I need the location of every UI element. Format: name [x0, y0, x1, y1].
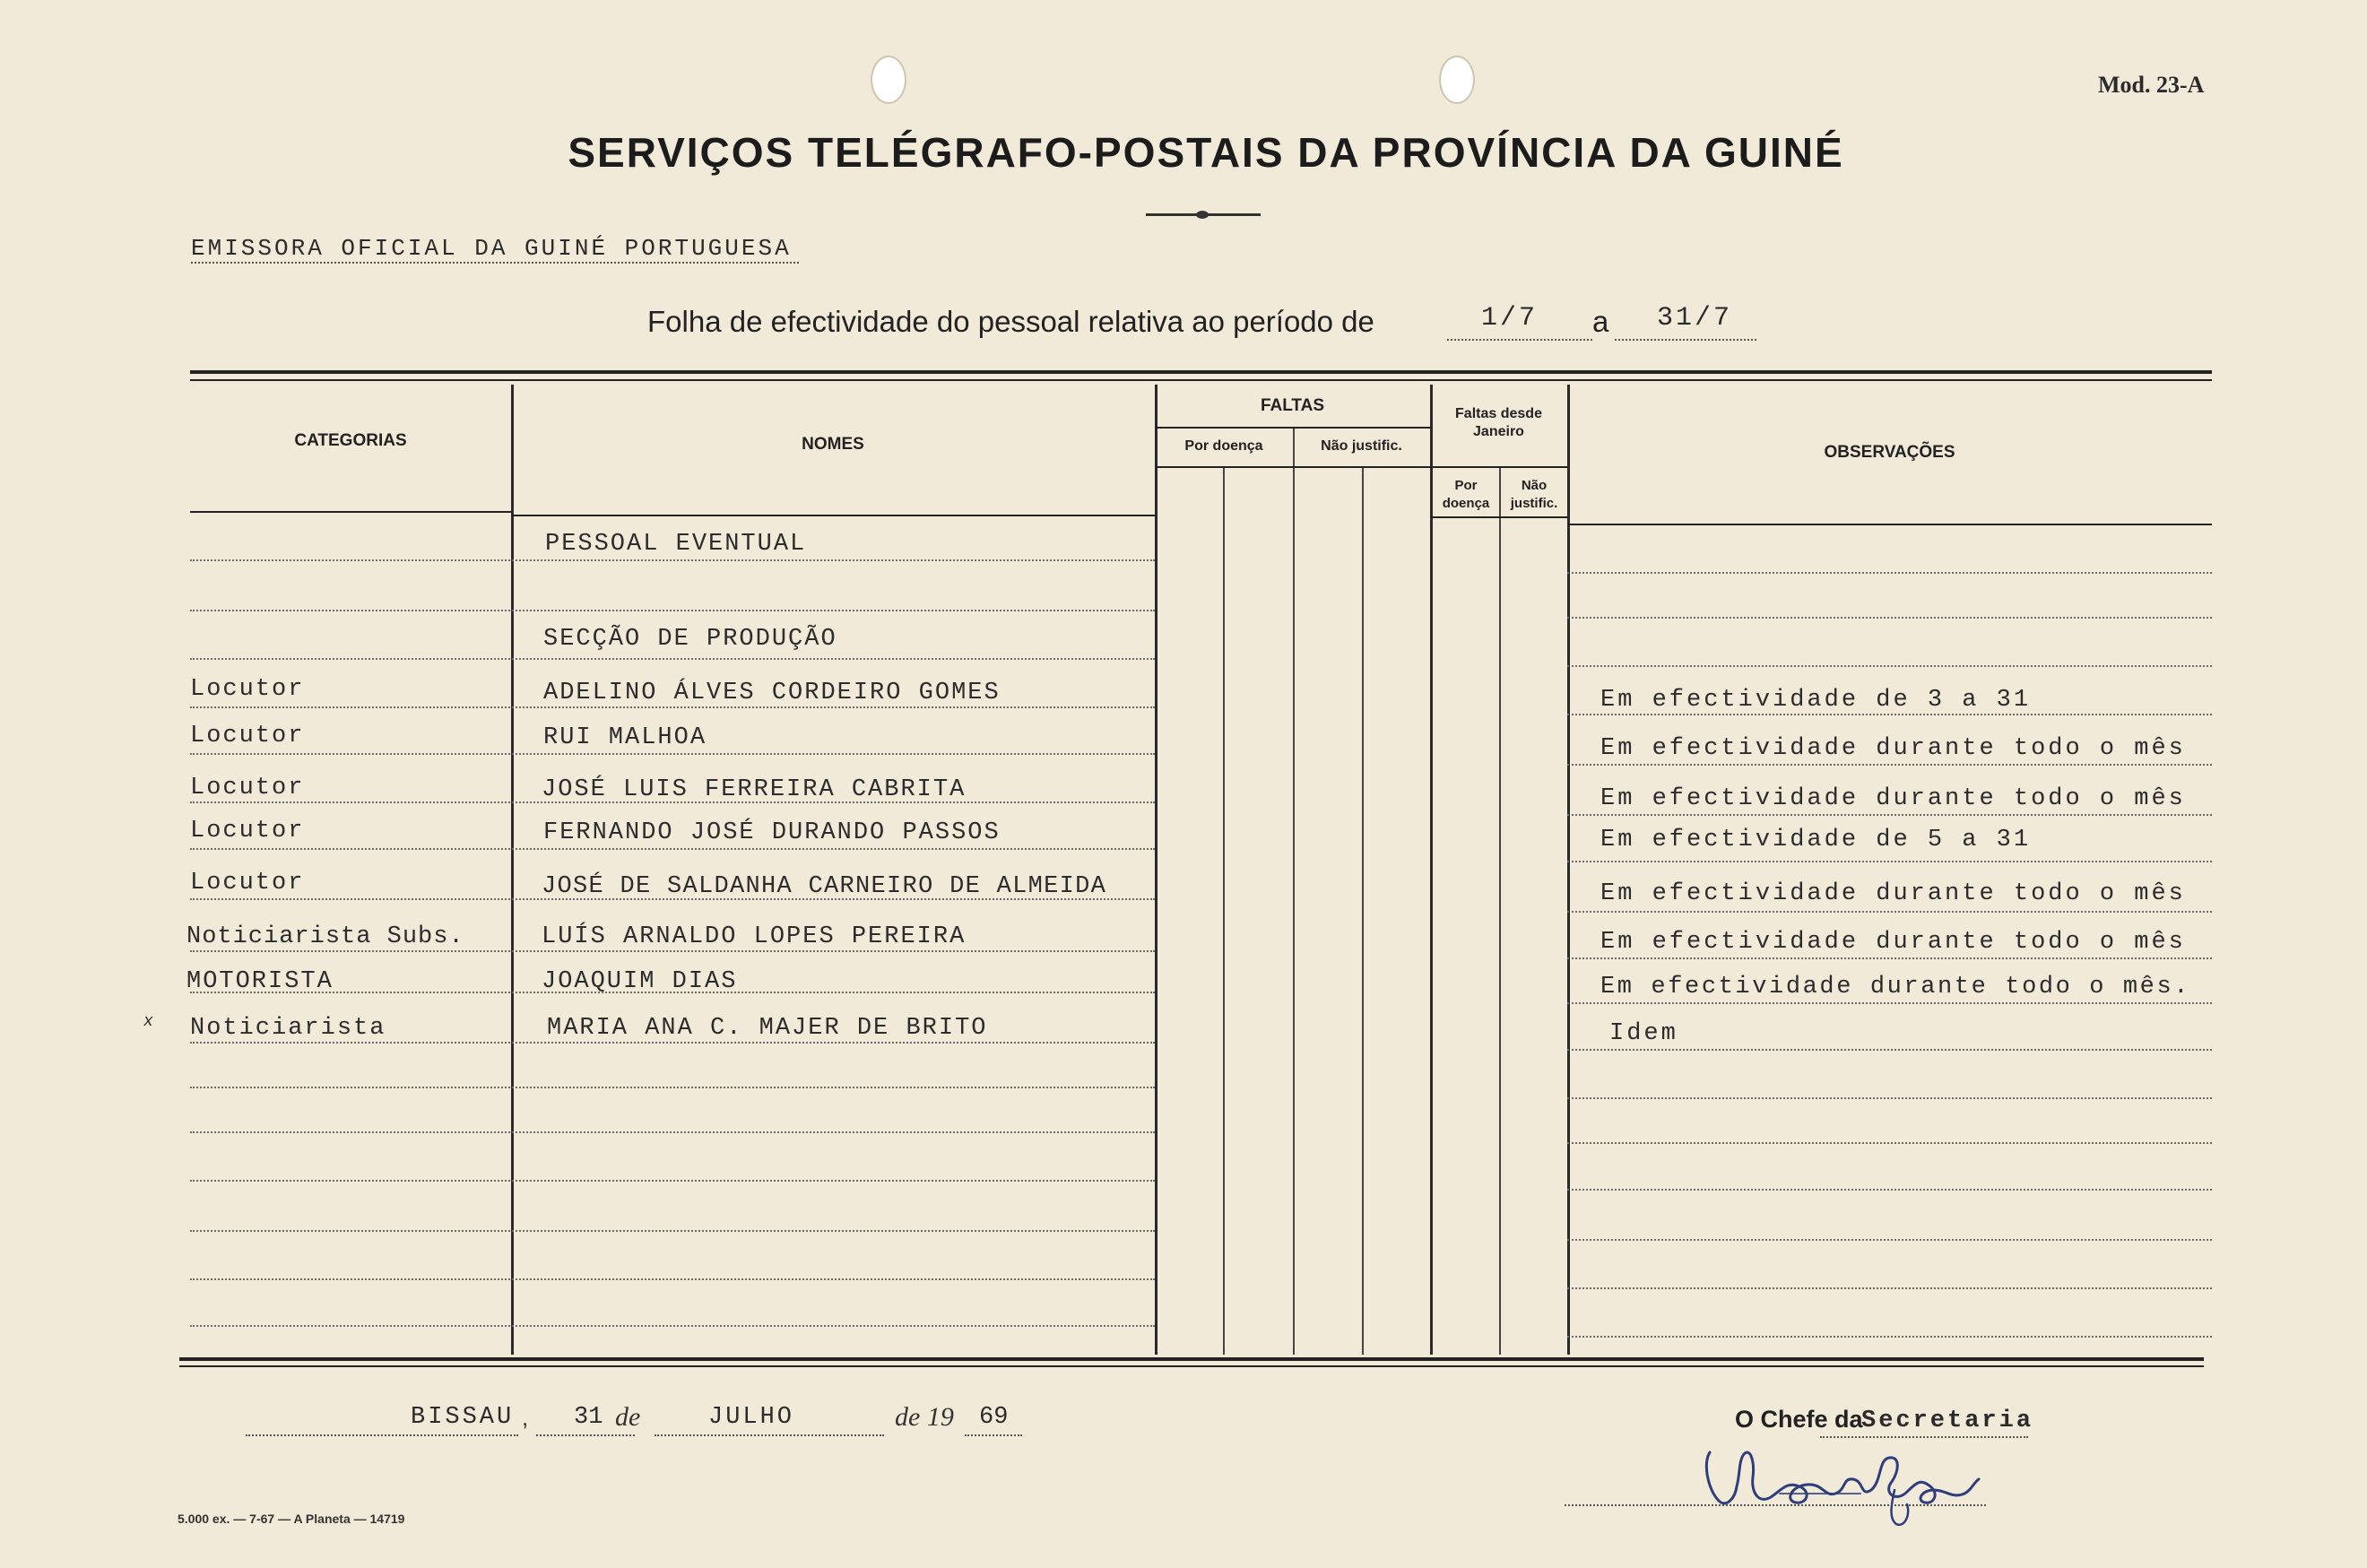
- page-title: SERVIÇOS TELÉGRAFO-POSTAIS DA PROVÍNCIA DA GUINÉ: [568, 129, 1844, 176]
- row-line: [1567, 1287, 2212, 1289]
- row-7-nome: JOAQUIM DIAS: [542, 968, 738, 995]
- faltas-sub-underline: [1155, 466, 1430, 468]
- janeiro-sub-underline: [1430, 516, 1567, 518]
- row-line: [1567, 861, 2212, 862]
- row-line: [190, 1325, 1155, 1327]
- col-divider-faltas: [1155, 385, 1157, 1355]
- footer-de-1: de: [615, 1402, 641, 1432]
- footer-place: BISSAU: [411, 1404, 515, 1431]
- row-8-nome: MARIA ANA C. MAJER DE BRITO: [547, 1015, 988, 1042]
- row-line: [190, 1278, 1155, 1280]
- row-6-nome: LUÍS ARNALDO LOPES PEREIRA: [542, 923, 967, 950]
- header-nao-justific: Não justific.: [1321, 438, 1402, 454]
- row-line: [1567, 714, 2212, 715]
- header-bottom-obs: [1567, 524, 2212, 525]
- row-line: [1567, 957, 2212, 959]
- row-3-categoria: Locutor: [190, 775, 305, 801]
- footer-day: 31: [574, 1404, 603, 1431]
- row-5-categoria: Locutor: [190, 870, 305, 897]
- header-faltas: FALTAS: [1260, 396, 1325, 415]
- row-line: [190, 559, 1155, 561]
- row-line: [1567, 1189, 2212, 1191]
- punch-hole-left: [871, 56, 906, 104]
- row-line: [1567, 1049, 2212, 1051]
- row-line: [190, 1180, 1155, 1182]
- janeiro-underline: [1430, 466, 1567, 468]
- table-top-rule: [190, 370, 2212, 374]
- row-line: [1567, 814, 2212, 816]
- footer-year: 69: [979, 1404, 1009, 1431]
- row-line: [190, 1131, 1155, 1133]
- row-line: [190, 753, 1155, 755]
- row-line: [1567, 572, 2212, 574]
- printer-note: 5.000 ex. — 7-67 — A Planeta — 14719: [178, 1512, 405, 1526]
- row-1-categoria: Locutor: [190, 676, 305, 703]
- row-3-nome: JOSÉ LUIS FERREIRA CABRITA: [542, 776, 967, 803]
- row-line: [1567, 1239, 2212, 1241]
- section-pessoal-eventual: PESSOAL EVENTUAL: [545, 531, 807, 558]
- footer-comma: ,: [522, 1404, 529, 1431]
- col-divider-nomes: [511, 385, 514, 1355]
- row-line: [190, 950, 1155, 952]
- row-1-observacao: Em efectividade de 3 a 31: [1600, 687, 2032, 714]
- row-line: [1567, 1002, 2212, 1004]
- row-line: [1567, 665, 2212, 667]
- table-top-rule-thin: [190, 379, 2212, 381]
- row-4-observacao: Em efectividade de 5 a 31: [1600, 827, 2032, 853]
- header-categorias: CATEGORIAS: [294, 431, 407, 450]
- table-bottom-rule-thin: [179, 1365, 2204, 1367]
- header-bottom-nomes: [511, 515, 1155, 516]
- row-line: [1567, 1097, 2212, 1099]
- row-5-nome: JOSÉ DE SALDANHA CARNEIRO DE ALMEIDA: [542, 873, 1107, 900]
- row-8-observacao: Idem: [1609, 1020, 1678, 1047]
- row-3-observacao: Em efectividade durante todo o mês: [1600, 785, 2186, 812]
- footer-month: JULHO: [708, 1404, 795, 1431]
- header-nomes: NOMES: [802, 435, 864, 454]
- row-line: [1567, 911, 2212, 913]
- row-line: [1567, 1336, 2212, 1338]
- row-5-observacao: Em efectividade durante todo o mês: [1600, 880, 2186, 907]
- period-from: 1/7: [1481, 303, 1539, 334]
- col-divider-observacoes: [1567, 385, 1570, 1355]
- row-line: [190, 658, 1155, 660]
- row-line: [190, 610, 1155, 611]
- row-line: [190, 1087, 1155, 1088]
- header-bottom-cat: [190, 511, 511, 513]
- row-line: [1567, 1142, 2212, 1144]
- header-faltas-desde-janeiro: Faltas desde Janeiro: [1455, 406, 1542, 439]
- header-janeiro-por-doenca: Por doença: [1442, 478, 1490, 511]
- margin-mark: x: [143, 1013, 153, 1031]
- row-line: [190, 1042, 1155, 1044]
- signatory-label: O Chefe da: [1735, 1406, 1863, 1433]
- period-separator: a: [1592, 305, 1609, 338]
- row-4-nome: FERNANDO JOSÉ DURANDO PASSOS: [543, 819, 1001, 846]
- sub-col-3: [1362, 468, 1364, 1355]
- header-por-doenca: Por doença: [1184, 438, 1263, 454]
- row-4-categoria: Locutor: [190, 818, 305, 845]
- row-7-categoria: MOTORISTA: [186, 968, 334, 995]
- sub-col-4: [1499, 468, 1501, 1355]
- row-6-categoria: Noticiarista Subs.: [186, 923, 464, 950]
- row-6-observacao: Em efectividade durante todo o mês: [1600, 929, 2186, 956]
- row-line: [190, 1230, 1155, 1232]
- sub-col-1: [1223, 468, 1225, 1355]
- row-line: [190, 706, 1155, 708]
- punch-hole-right: [1439, 56, 1475, 104]
- row-2-observacao: Em efectividade durante todo o mês: [1600, 735, 2186, 762]
- header-janeiro-nao-justific: Não justific.: [1510, 478, 1558, 511]
- table-bottom-rule: [179, 1357, 2204, 1361]
- period-to: 31/7: [1657, 303, 1733, 334]
- row-line: [1567, 764, 2212, 766]
- row-2-nome: RUI MALHOA: [543, 724, 707, 751]
- row-2-categoria: Locutor: [190, 723, 305, 749]
- footer-de-2: de 19: [895, 1402, 954, 1432]
- title-ornament: [1146, 213, 1261, 216]
- period-label: Folha de efectividade do pessoal relativa ao período de: [647, 305, 1374, 338]
- handwritten-signature: [1699, 1427, 1995, 1535]
- row-line: [1567, 617, 2212, 619]
- section-seccao-producao: SECÇÃO DE PRODUÇÃO: [543, 626, 837, 653]
- col-divider-desde-janeiro: [1430, 385, 1433, 1355]
- form-code: Mod. 23-A: [2098, 72, 2205, 98]
- header-observacoes: OBSERVAÇÕES: [1824, 443, 1955, 462]
- row-7-observacao: Em efectividade durante todo o mês.: [1600, 974, 2191, 1001]
- row-8-categoria: Noticiarista: [190, 1015, 386, 1042]
- department-name: EMISSORA OFICIAL DA GUINÉ PORTUGUESA: [191, 235, 799, 264]
- sub-col-2: [1293, 427, 1295, 1355]
- row-line: [190, 848, 1155, 850]
- faltas-underline: [1155, 427, 1430, 429]
- row-1-nome: ADELINO ÁLVES CORDEIRO GOMES: [543, 680, 1001, 706]
- signatory-role: Secretaria: [1861, 1408, 2034, 1434]
